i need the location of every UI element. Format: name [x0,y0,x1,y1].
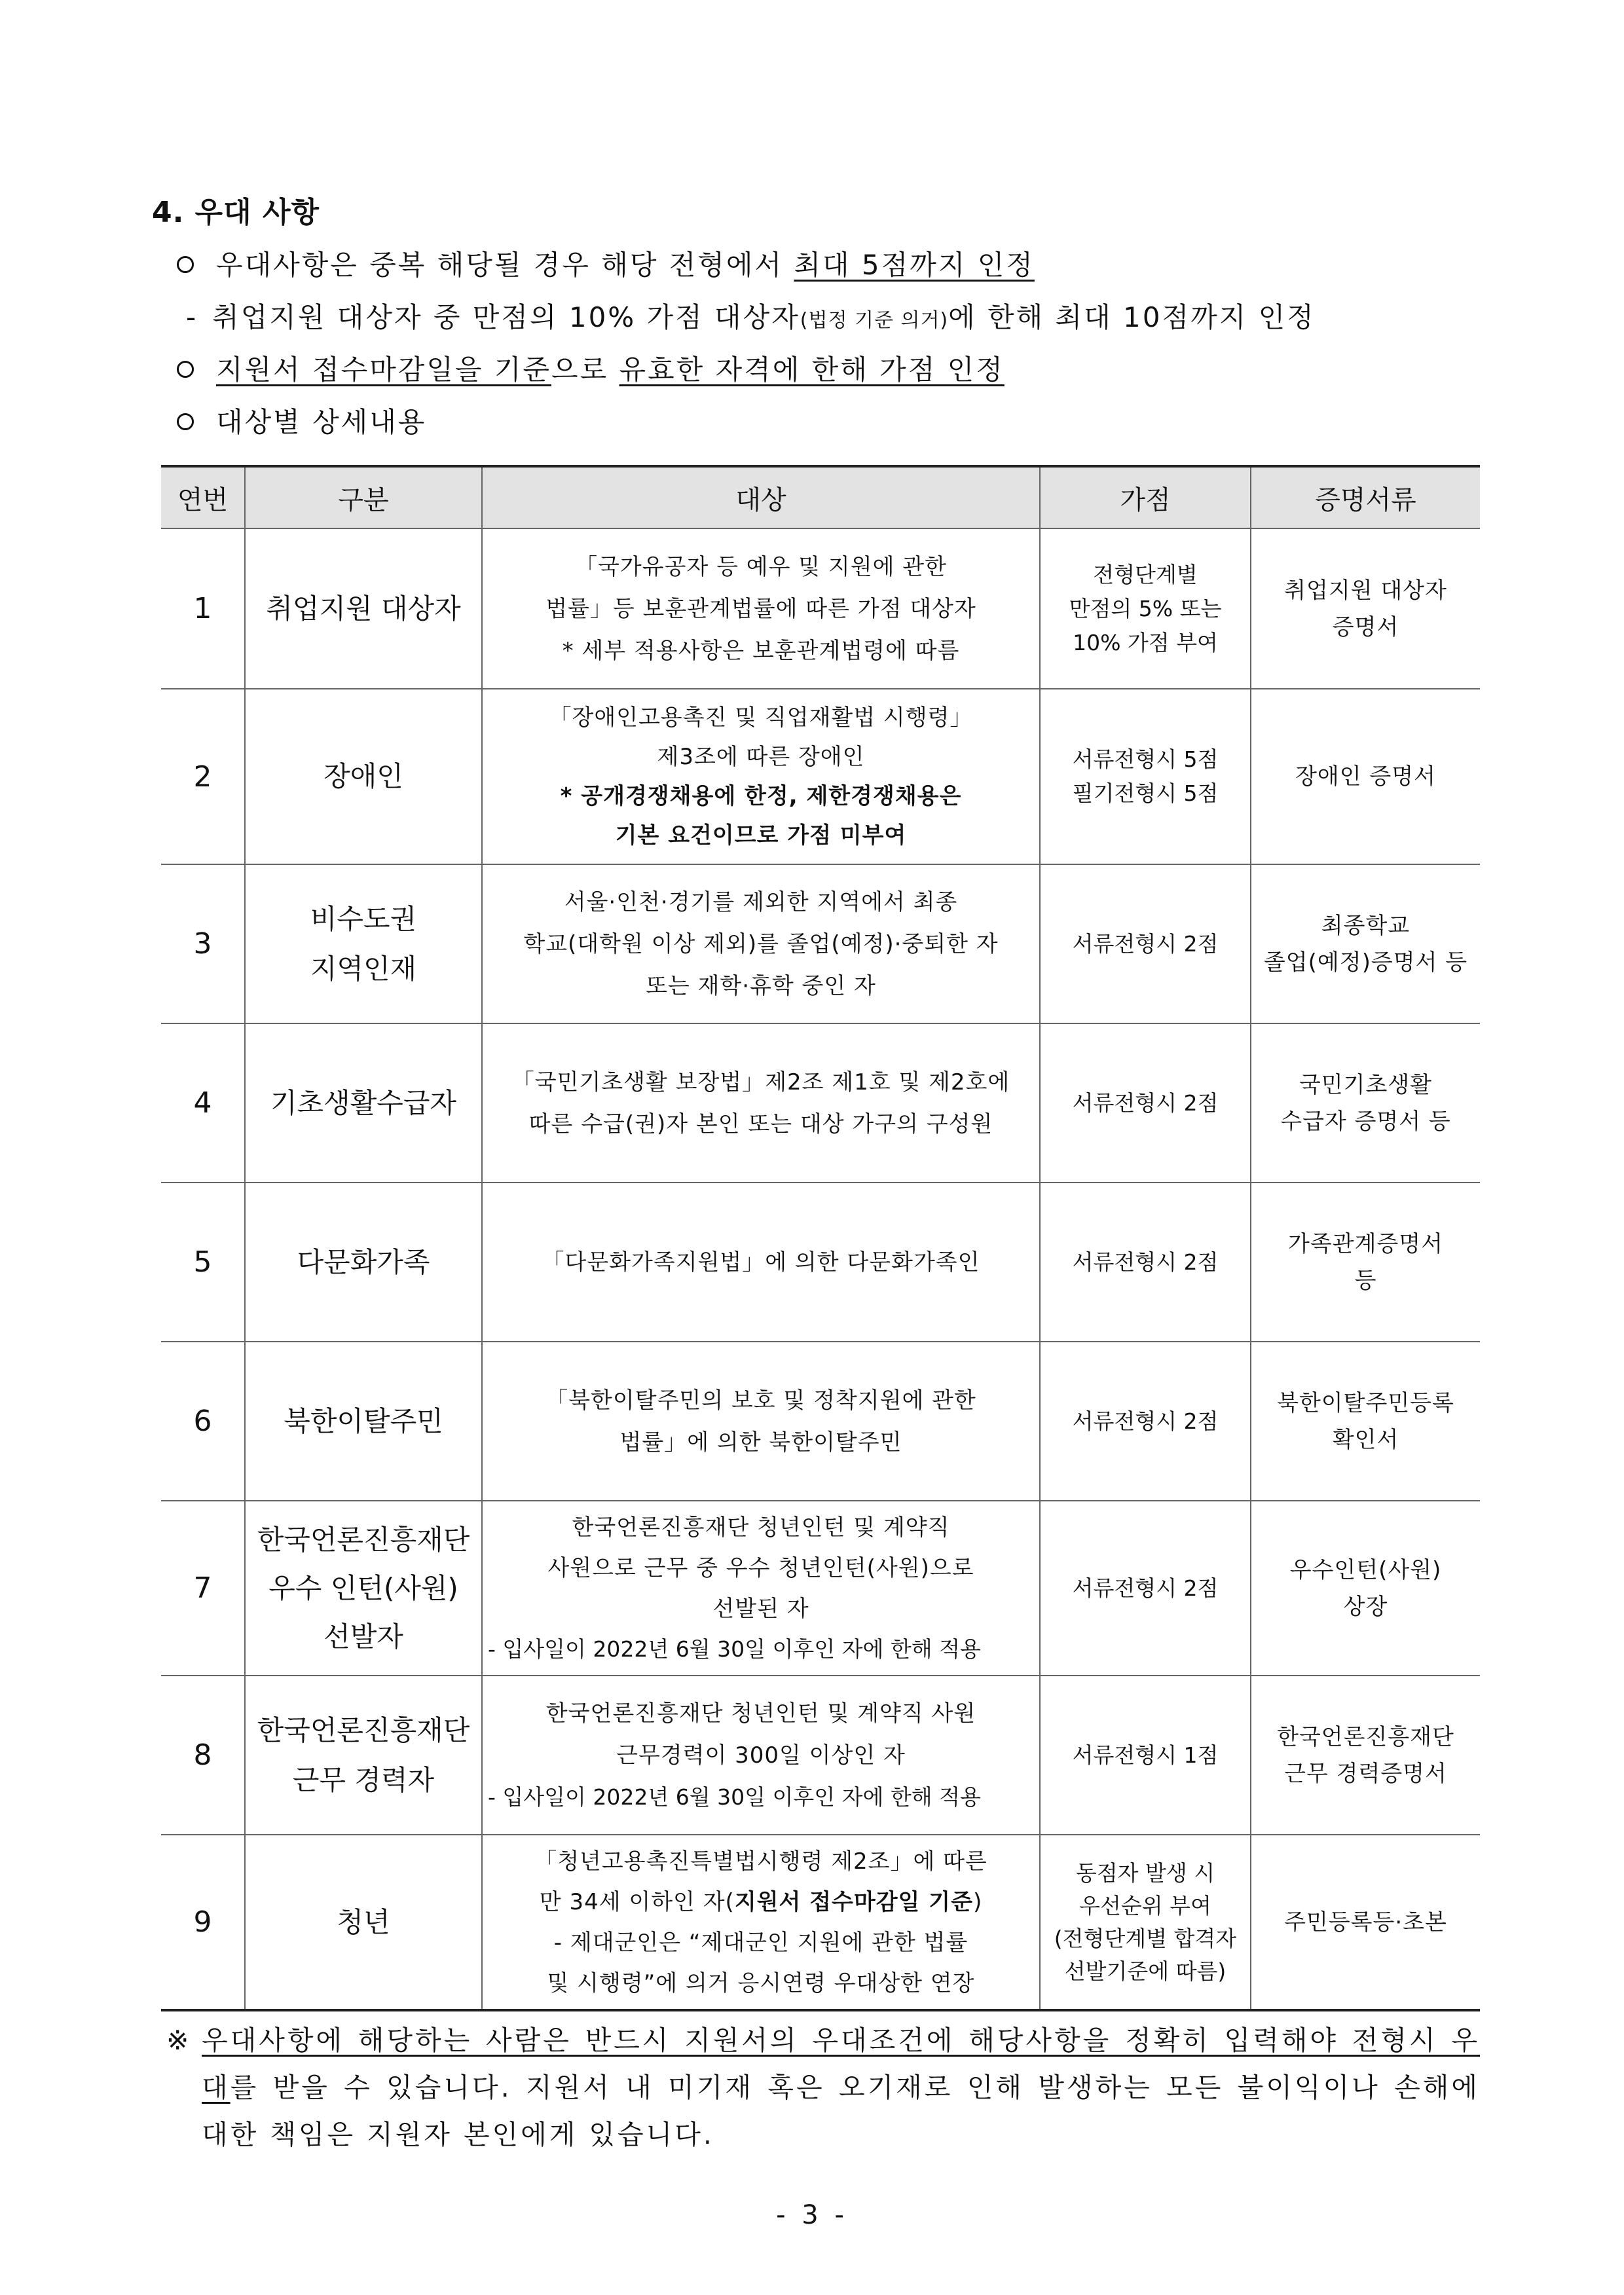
bullet-max-points: 우대사항은 중복 해당될 경우 해당 전형에서 최대 5점까지 인정 [177,244,1035,283]
circle-bullet-icon [177,361,194,378]
table-row: 6 북한이탈주민 「북한이탈주민의 보호 및 정착지원에 관한 법률」에 의한 북한이탈주민 서류전형시 2점 북한이탈주민등록 확인서 [161,1342,1480,1501]
hire-date-note: - 입사일이 2022년 6월 30일 이후인 자에 한해 적용 [488,1784,981,1810]
reference-mark-icon: ※ [166,2025,192,2056]
table-row: 1 취업지원 대상자 「국가유공자 등 예우 및 지원에 관한 법률」등 보훈관계법률에 따른 가점 대상자 * 세부 적용사항은 보훈관계법령에 따름 전형단계별 만점의 5% 또는 10% 가점 부여 취업지원 대상자 증명서 [161,528,1480,689]
footnote-underlined: 우대사항에 해당하는 사람은 반드시 지원서의 우대조건에 해당사항을 정확히 입력해야 전형시 우대 [202,2025,1480,2103]
table-row: 2 장애인 「장애인고용촉진 및 직업재활법 시행령」 제3조에 따른 장애인 * 공개경쟁채용에 한정, 제한경쟁채용은 기본 요건이므로 가점 미부여 서류전형시 5점 필기전형시 5점 장애인 증명서 [161,689,1480,864]
header-no: 연번 [161,466,245,528]
bullet-veteran-rule: - 취업지원 대상자 중 만점의 10% 가점 대상자(법정 기준 의거)에 한해 최대 10점까지 인정 [186,301,1316,333]
table-row: 3 비수도권 지역인재 서울·인천·경기를 제외한 지역에서 최종 학교(대학원 이상 제외)를 졸업(예정)·중퇴한 자 또는 재학·휴학 중인 자 서류전형시 2점 최종학교 졸업(예정)증명서 등 [161,864,1480,1023]
page-number: - 3 - [776,2200,848,2230]
table-row: 7 한국언론진흥재단 우수 인턴(사원) 선발자 한국언론진흥재단 청년인턴 및 계약직 사원으로 근무 중 우수 청년인턴(사원)으로 선발된 자 - 입사일이 2022년 6월 30일 이후인 자에 한해 적용 서류전형시 2점 우수인턴(사원) 상장 [161,1501,1480,1676]
table-row: 5 다문화가족 「다문화가족지원법」에 의한 다문화가족인 서류전형시 2점 가족관계증명서 등 [161,1183,1480,1342]
header-docs: 증명서류 [1251,466,1480,528]
header-target: 대상 [482,466,1040,528]
footnote: ※ 우대사항에 해당하는 사람은 반드시 지원서의 우대조건에 해당사항을 정확히 입력해야 전형시 우대를 받을 수 있습니다. 지원서 내 미기재 혹은 오기재로 인해 발생하는 모든 불이익이나 손해에 대한 책임은 지원자 본인에게 있습니다. [177,2017,1480,2158]
header-category: 구분 [245,466,482,528]
preference-table [161,465,1480,2011]
bullet-deadline-rule: 지원서 접수마감일을 기준으로 유효한 자격에 한해 가점 인정 [177,348,1005,388]
circle-bullet-icon [177,413,194,430]
circle-bullet-icon [177,256,194,273]
max-points-emphasis: 최대 5점까지 인정 [794,249,1035,281]
section-heading: 4. 우대 사항 [152,196,320,229]
bullet-details: 대상별 상세내용 [177,401,426,440]
header-points: 가점 [1040,466,1251,528]
table-header-row [161,466,1480,528]
table-row: 9 청년 「청년고용촉진특별법시행령 제2조」에 따른 만 34세 이하인 자(지원서 접수마감일 기준) - 제대군인은 “제대군인 지원에 관한 법률 및 시행령”에 의거 응시연령 우대상한 연장 동점자 발생 시 우선순위 부여 (전형단계별 합격자 선발기준에 따름) 주민등록등·초본 [161,1835,1480,2010]
table-row: 8 한국언론진흥재단 근무 경력자 한국언론진흥재단 청년인턴 및 계약직 사원 근무경력이 300일 이상인 자 - 입사일이 2022년 6월 30일 이후인 자에 한해 적용 서류전형시 1점 한국언론진흥재단 근무 경력증명서 [161,1676,1480,1835]
table-row: 4 기초생활수급자 「국민기초생활 보장법」제2조 제1호 및 제2호에 따른 수급(권)자 본인 또는 대상 가구의 구성원 서류전형시 2점 국민기초생활 수급자 증명서 등 [161,1023,1480,1183]
hire-date-note: - 입사일이 2022년 6월 30일 이후인 자에 한해 적용 [488,1636,981,1662]
